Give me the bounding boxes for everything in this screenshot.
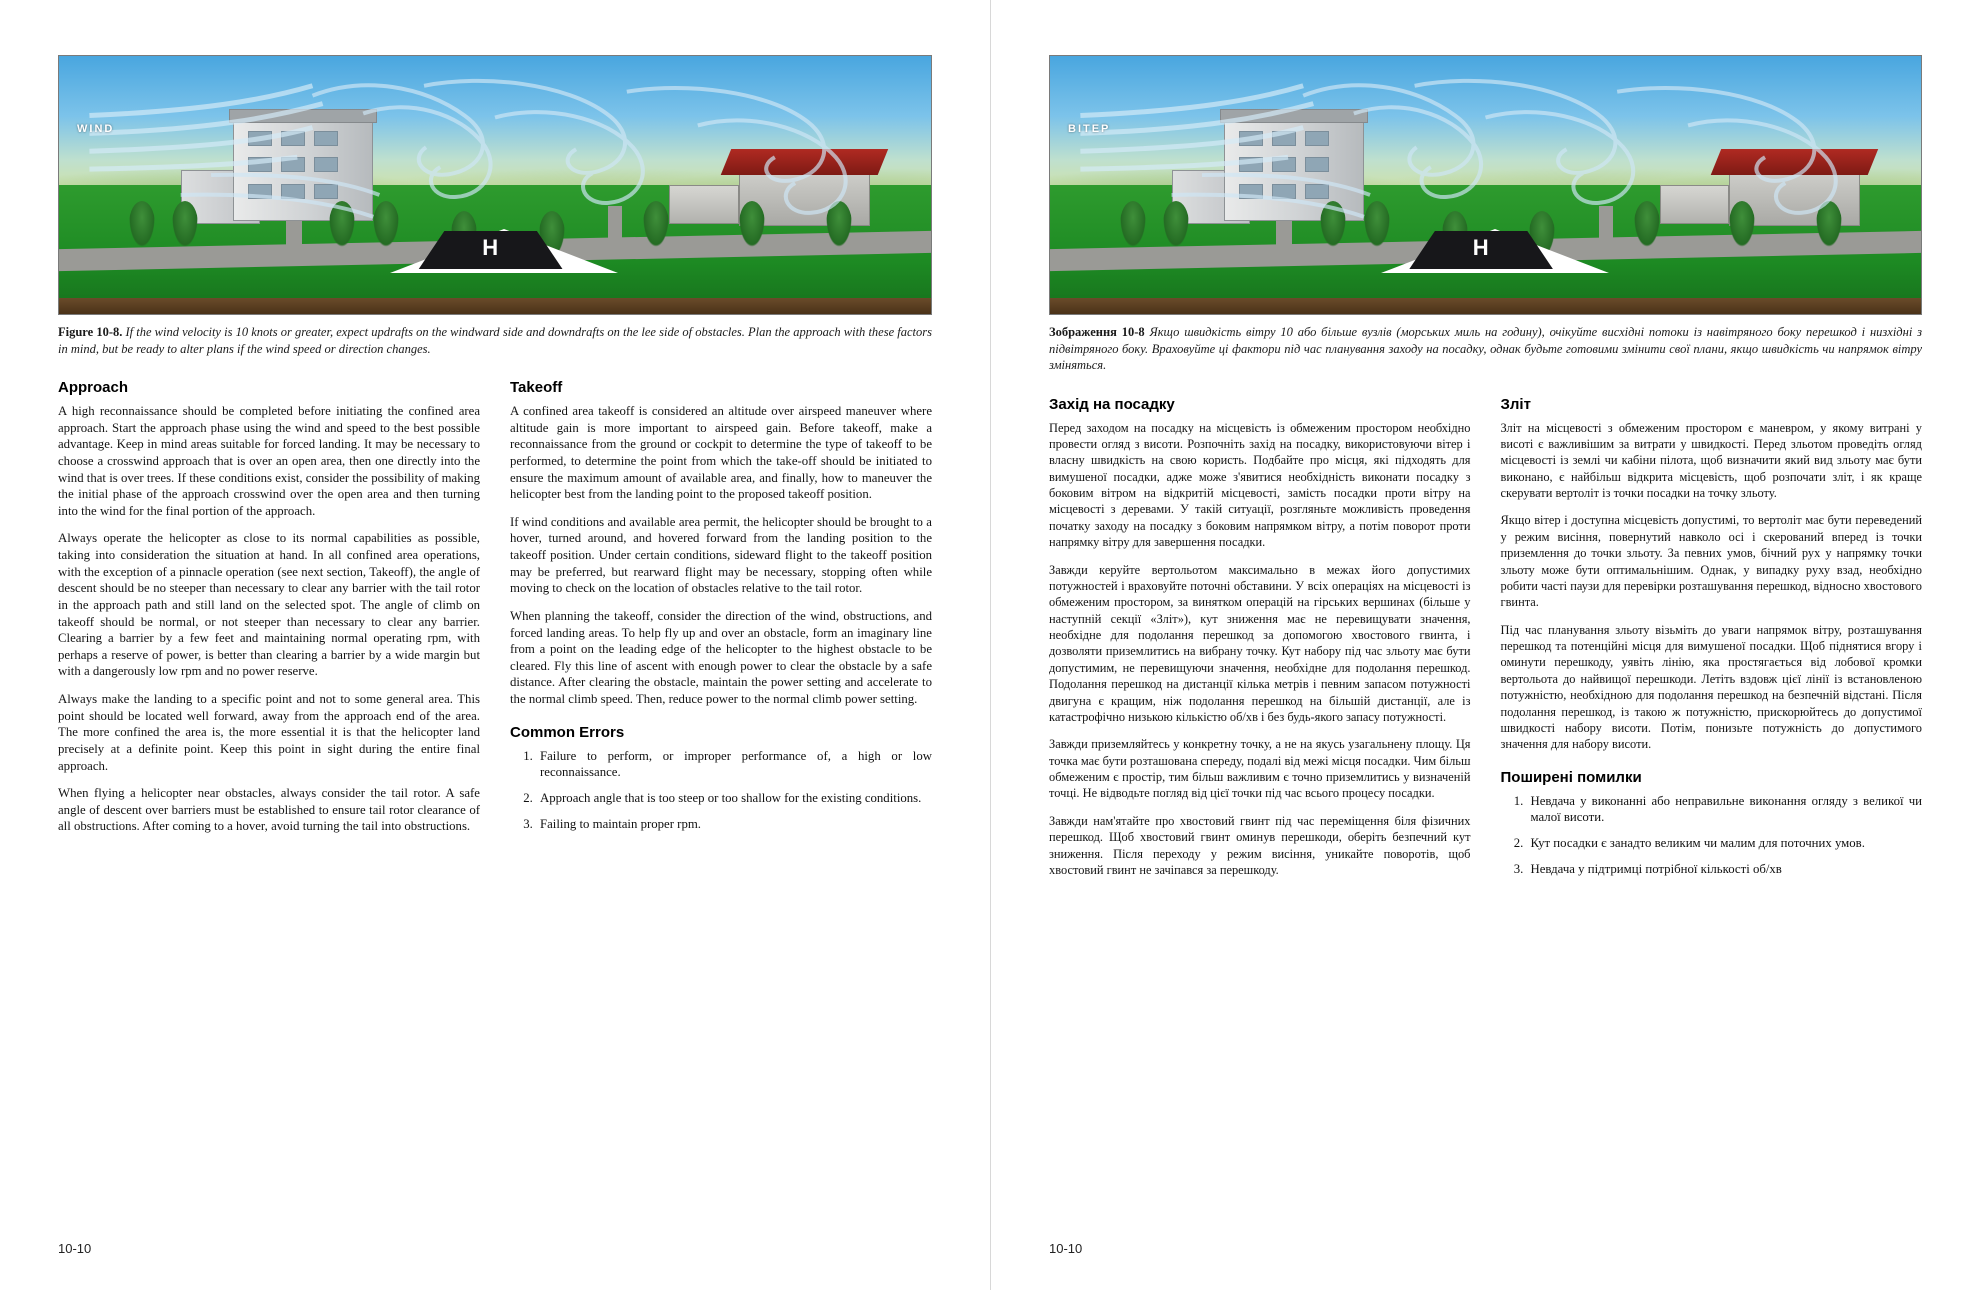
paragraph: Зліт на місцевості з обмеженим простором є маневром, у якому витрані у висоті є важливішим за витрати у швидкості. Перед зльотом проведіть огляд місцевості із землі чи кабіни пілота, щоб визначити який вид зльоту має бути виконано, є найбільш відкрита місцевість, щоб розпочати зліт, і як краще скерувати вертоліт із точки посадки на точку зльоту. — [1500, 420, 1922, 500]
figure-caption-label: Figure 10-8. — [58, 325, 123, 339]
paragraph: Під час планування зльоту візьміть до уваги напрямок вітру, розташування перешкод та потенційні місця для вимушеної посадки. Щоб піднятися вгору і оминути перешкоду, уявіть лінію, яка простягається від лобової кромки вертольота до найвищої перешкоди. Летіть вздовж цієї лінії із встановленою потужністю, необхідною для подолання перешкод на безпечній відстані. Після подолання перешкод, із такою ж потужністю, прискорюйтесь до допустимої швидкості набору висоти. Потім, понизьте потужність до допустимого значення для набору висоти. — [1500, 622, 1922, 752]
figure-block-left — [58, 55, 932, 357]
helipad-marker — [1381, 229, 1581, 273]
paragraph: Always make the landing to a specific point and not to some general area. This point should be located well forward, away from the approach end of the area. The more confined the area is, the more essential it is that the helicopter land precisely at a definite point. Keep this point in sight during the entire final approach. — [58, 692, 480, 773]
airflow-streamlines — [1050, 56, 1921, 314]
heading-common-errors-ua: Поширені помилки — [1500, 768, 1642, 786]
figure-caption-text: Якщо швидкість вітру 10 або більше вузлів (морських миль на годину), очікуйте висхідні потоки із навітряного боку перешкод і низхідні з підвітряного боку. Враховуйте ці фактори під час планування заходу на посадку, однак будьте готовими змінити свої плани, якщо швидкість чи напрямок вітру зміняться. — [1049, 325, 1922, 372]
page-number-right: 10-10 — [1049, 1241, 1083, 1256]
list-item: 1. Failure to perform, or improper performance of, a high or low reconnaissance. — [536, 748, 932, 781]
paragraph: A confined area takeoff is considered an altitude over airspeed maneuver where altitude gain is more important to airspeed gain. Before takeoff, make a reconnaissance from the ground or cockpit to determine the type of takeoff to be performed, to determine the point from which the take-off should be initiated to ensure the maximum amount of available area, and finally, how to maneuver the helicopter best from the landing point to the proposed takeoff position. — [510, 404, 932, 502]
page-number-left: 10-10 — [58, 1241, 92, 1256]
figure-illustration-right — [1049, 55, 1922, 315]
soil-strip — [1050, 298, 1921, 314]
airflow-streamlines — [59, 56, 931, 314]
text-columns-left — [58, 379, 932, 846]
paragraph: If wind conditions and available area permit, the helicopter should be brought to a hover, turned around, and hovered forward from the landing position to the takeoff position. Under certain conditions, sideward flight to the takeoff position may be preferred, but rearward flight may be necessary, stopping often while moving to check on the location of obstacles relative to the tail rotor. — [510, 514, 932, 596]
paragraph: Завжди керуйте вертольотом максимально в межах його допустимих потужностей і враховуйте поточні обставини. У всіх операціях на місцевості із обмеженим простором, за винятком операцій на гірських вершинах (більше у наступній секції «Зліт»), кут зниження має не перевищувати значення, необхідне для подолання перешкод за допомогою хвостового гвинта, і дозволяти приземлитись на вибрану точку. Кут набору під час зльоту має бути допустимим, не перевищуючи значення, необхідне для подолання перешкод. Подолання перешкод на дистанції кілька метрів і певним запасом потужності двигуна є кращим, ніж подолання перешкод на більшій дистанції, але із катастрофічно низькою кількістю об/хв і без будь-якого запасу потужності. — [1049, 562, 1471, 724]
text-columns-right — [1049, 396, 1922, 890]
paragraph: Якщо вітер і доступна місцевість допустимі, то вертоліт має бути переведений у режим висіння, повернутий навколо осі і скерований вперед із точки приземлення до точки зльоту. За певних умов, бічний рух у напрямку точки зльоту може бути оптимальнішим. Однак, у випадку руху взад, необхідно робити часті паузи для перевірки розташування перешкод, відносно хвостового гвинта. — [1500, 513, 1922, 610]
page-right — [990, 0, 1980, 1290]
column-zlit — [1501, 396, 1923, 890]
heading-approach-ua: Захід на посадку — [1049, 395, 1175, 413]
heading-approach: Approach — [58, 379, 129, 396]
helipad-letter: H — [482, 234, 500, 260]
list-item: 3. Failing to maintain proper rpm. — [536, 816, 932, 833]
paragraph: Always operate the helicopter as close to its normal capabilities as possible, taking into consideration the situation at hand. In all confined area operations, with the exception of a pinnacle operation (see next section, Takeoff), the angle of descent should be no steeper than necessary to clear any barrier with the tail rotor in the approach path and still land on the selected spot. The angle of climb on takeoff should be normal, or not steeper than necessary to clear any barrier. Clearing a barrier by a few feet and maintaining normal operating rpm, with perhaps a reserve of power, is better than clearing a barrier by a wide margin but with a dangerously low rpm and no power reserve. — [58, 531, 480, 679]
paragraph: Завжди приземляйтесь у конкретну точку, а не на якусь узагальнену площу. Ця точка має бути розташована спереду, подалі від межі місця посадки. Чим більш обмеженим є простір, тим більш важливим є точно приземлитись у визначеній точці. Не відводьте погляд від цієї точки під час всього процесу посадки. — [1049, 737, 1471, 801]
figure-caption-left — [58, 324, 932, 357]
heading-takeoff: Takeoff — [510, 379, 563, 396]
soil-strip — [59, 298, 931, 314]
column-takeoff — [510, 379, 932, 846]
paragraph: Завжди нам'ятайте про хвостовий гвинт під час переміщення біля фізичних перешкод. Щоб хвостовий гвинт оминув перешкоди, оберіть безпечний кут зниження. Після переходу у режим висіння, уникайте поворотів, щоб хвостовий гвинт не зачіпався за перешкоду. — [1049, 813, 1471, 877]
wind-direction-label: WIND — [77, 123, 115, 136]
figure-caption-text: If the wind velocity is 10 knots or greater, expect updrafts on the windward side and downdrafts on the lee side of obstacles. Plan the approach with these factors in mind, but be ready to alter plans if the wind speed or direction changes. — [58, 325, 932, 356]
figure-illustration-left — [58, 55, 932, 315]
heading-common-errors: Common Errors — [510, 723, 625, 741]
list-item: 2. Кут посадки є занадто великим чи малим для поточних умов. — [1527, 835, 1923, 852]
helipad-letter: H — [1472, 234, 1490, 260]
paragraph: A high reconnaissance should be completed before initiating the confined area approach. Start the approach phase using the wind and speed to the best possible advantage. Keep in mind areas suitable for forced landing. It may be necessary to choose a crosswind approach that is over an open area, then one directly into the wind that is over trees. If these conditions exist, consider the possibility of making the initial phase of the approach crosswind over the open area and then turning into the wind for the final portion of the approach. — [58, 404, 480, 518]
column-zahid-na-posadku — [1049, 396, 1471, 890]
helipad-marker — [390, 229, 591, 273]
list-item: 3. Невдача у підтримці потрібної кількості об/хв — [1527, 861, 1923, 878]
column-approach — [58, 379, 480, 846]
paragraph: When flying a helicopter near obstacles, always consider the tail rotor. A safe angle of descent over barriers must be established to ensure tail rotor clearance of all obstructions. After coming to a hover, avoid turning the tail into obstructions. — [58, 786, 480, 834]
figure-block-right — [1049, 55, 1922, 374]
list-item: 2. Approach angle that is too steep or too shallow for the existing conditions. — [536, 790, 932, 807]
common-errors-list — [510, 748, 932, 833]
common-errors-list — [1501, 793, 1923, 878]
list-item: 1. Невдача у виконанні або неправильне виконання огляду з великої чи малої висоти. — [1527, 793, 1923, 826]
figure-caption-label: Зображення 10-8 — [1049, 325, 1145, 339]
paragraph: When planning the takeoff, consider the direction of the wind, obstructions, and forced landing areas. To help fly up and over an obstacle, form an imaginary line from a point on the leading edge of the helicopter to the highest obstacle to be cleared. Fly this line of ascent with enough power to clear the obstacle by a safe distance. After clearing the obstacle, maintain the power setting and accelerate to the normal climb speed. Then, reduce power to the normal climb power setting. — [510, 608, 932, 706]
heading-takeoff-ua: Зліт — [1500, 395, 1531, 413]
paragraph: Перед заходом на посадку на місцевість із обмеженим простором необхідно провести огляд з висоти. Розпочніть захід на посадку, використовуючи вітер і власну швидкість на свою користь. Подбайте про місця, які підходять для вимушеної посадки, адже може з'явитися необхідність виконати посадку з боковим вітром на відкритій місцевості, замість посадки проти вітру на місцевості з деревами. У такій ситуації, розгляньте можливість проведення початку заходу на посадку з боковим напрямком вітру, а потім поворот проти напрямку вітру для завершення посадки. — [1049, 420, 1471, 550]
wind-direction-label: ВІТЕР — [1068, 123, 1111, 136]
figure-caption-right — [1049, 324, 1922, 374]
